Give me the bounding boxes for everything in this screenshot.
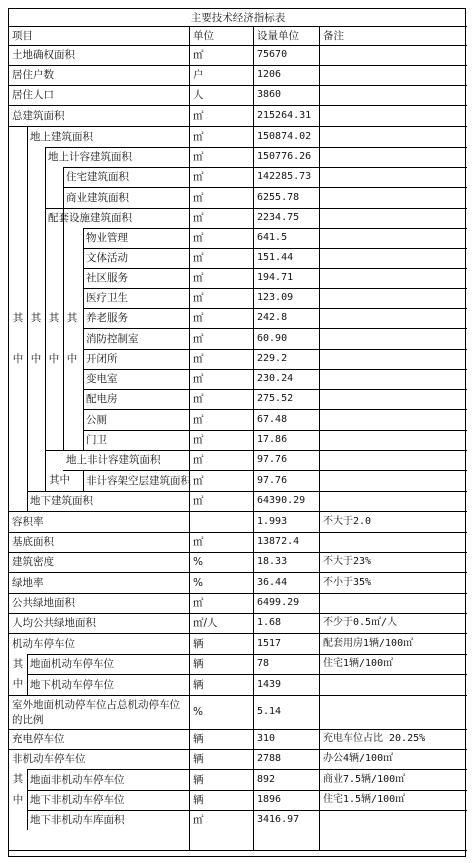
row-value: 229.2	[257, 353, 288, 364]
row-value: 1206	[257, 69, 282, 80]
row-unit: ㎡	[193, 151, 204, 163]
row-label: 物业管理	[86, 232, 128, 244]
row-unit: 户	[193, 69, 204, 81]
row-label: 消防控制室	[86, 332, 139, 345]
row-unit: ㎡	[193, 109, 204, 122]
row-label: 地下机动车停车位	[30, 678, 114, 691]
row-value: 194.71	[257, 272, 294, 283]
row-label: 医疗卫生	[86, 292, 128, 304]
row-value: 123.09	[257, 292, 294, 303]
row-unit: ㎡	[193, 332, 204, 345]
row-note: 充电车位占比 20.25%	[323, 733, 426, 744]
row-unit: ㎡	[193, 373, 204, 385]
row-value: 641.5	[257, 232, 288, 243]
group-qi-0: 其	[12, 312, 24, 324]
row-label: 绿地率	[12, 576, 44, 589]
group-zhong-0: 中	[12, 353, 24, 365]
row-value: 1.993	[257, 515, 288, 527]
row-value: 78	[257, 658, 270, 669]
row-label: 配电房	[86, 393, 118, 405]
indicator-table	[8, 8, 466, 857]
row-value: 17.86	[257, 434, 288, 445]
row-value: 13872.4	[257, 536, 300, 547]
row-unit: ㎡	[193, 597, 204, 609]
row-value: 5.14	[257, 706, 282, 717]
row-value: 2788	[257, 753, 282, 764]
row-unit: 辆	[193, 637, 204, 650]
row-note: 住宅1辆/100㎡	[323, 658, 394, 669]
group-zhong-parking: 中	[12, 678, 24, 690]
row-value: 60.90	[257, 332, 288, 344]
row-unit: 辆	[193, 753, 204, 765]
row-unit: ㎡	[193, 49, 204, 61]
row-note: 不少于0.5㎡/人	[323, 617, 398, 628]
row-unit: %	[193, 706, 203, 718]
row-label: 居住人口	[12, 89, 54, 101]
row-unit: ㎡	[193, 474, 204, 487]
row-label: 充电停车位	[12, 733, 65, 745]
row-label: 地下建筑面积	[30, 495, 93, 507]
row-label: 配套设施建筑面积	[48, 212, 132, 224]
group-qi-parking: 其	[12, 658, 24, 670]
row-label: 室外地面机动停车位占总机动停车位	[12, 699, 180, 711]
row-value: 892	[257, 773, 276, 785]
row-value: 151.44	[257, 252, 294, 263]
row-value: 6255.78	[257, 191, 300, 203]
row-unit: %	[193, 556, 203, 568]
row-value: 142285.73	[257, 171, 312, 182]
row-value: 230.24	[257, 373, 294, 384]
row-value: 1.68	[257, 617, 282, 628]
row-value: 36.44	[257, 576, 288, 588]
row-label: 地上非计容建筑面积	[66, 454, 161, 466]
row-label: 居住户数	[12, 69, 54, 81]
row-label: 机动车停车位	[12, 637, 75, 650]
row-value: 150776.26	[257, 151, 312, 162]
group-zhong-nonmotor: 中	[12, 794, 24, 806]
row-label: 文体活动	[86, 252, 128, 264]
row-label: 住宅建筑面积	[66, 171, 129, 183]
group-qi-3: 其	[66, 312, 78, 324]
row-value: 1439	[257, 678, 282, 690]
row-label: 公共绿地面积	[12, 597, 75, 609]
row-value: 242.8	[257, 312, 288, 323]
row-unit: %	[193, 576, 203, 589]
header-unit: 单位	[193, 30, 214, 42]
row-label: 土地确权面积	[12, 49, 75, 61]
row-value: 310	[257, 733, 276, 744]
row-label: 容积率	[12, 515, 44, 528]
row-note: 住宅1.5辆/100㎡	[323, 794, 406, 805]
row-value: 97.76	[257, 454, 288, 465]
row-note: 不大于23%	[323, 556, 372, 567]
row-value: 97.76	[257, 474, 288, 486]
group-label-small: 其中	[49, 474, 70, 486]
row-unit: ㎡	[193, 353, 204, 365]
row-label: 地上建筑面积	[30, 130, 93, 143]
row-unit: ㎡	[193, 434, 204, 446]
table-title: 主要技术经济指标表	[190, 12, 286, 24]
row-unit: 辆	[193, 658, 204, 670]
group-qi-nonmotor: 其	[12, 773, 24, 785]
row-label: 非计容架空层建筑面积	[86, 474, 191, 487]
row-unit: 人	[193, 89, 204, 101]
row-unit: 辆	[193, 678, 204, 691]
row-unit: ㎡	[193, 252, 204, 264]
row-label: 门卫	[86, 434, 107, 446]
row-unit: 辆	[193, 773, 204, 786]
row-unit: ㎡	[193, 312, 204, 324]
row-label: 总建筑面积	[12, 109, 65, 122]
row-unit: ㎡	[193, 292, 204, 304]
row-value: 18.33	[257, 556, 288, 567]
row-value: 3416.97	[257, 814, 300, 825]
row-value: 1896	[257, 794, 282, 805]
group-zhong-3: 中	[66, 353, 78, 365]
row-unit: ㎡	[193, 191, 204, 204]
row-value: 2234.75	[257, 212, 300, 223]
row-label: 地上计容建筑面积	[48, 151, 132, 163]
header-value: 设量单位	[257, 30, 299, 42]
row-label: 基底面积	[12, 536, 54, 548]
group-zhong-1: 中	[30, 353, 42, 365]
row-unit: ㎡	[193, 232, 204, 244]
row-value: 75670	[257, 49, 288, 60]
row-unit: ㎡/人	[193, 617, 218, 629]
row-label: 变电室	[86, 373, 118, 385]
group-zhong-2: 中	[48, 353, 60, 365]
row-label: 地下非机动车库面积	[30, 814, 125, 826]
row-unit: ㎡	[193, 212, 204, 224]
row-value: 3860	[257, 89, 282, 100]
row-label: 地面机动车停车位	[30, 658, 114, 670]
row-unit: 辆	[193, 794, 204, 806]
row-label: 公厕	[86, 413, 107, 426]
group-qi-1: 其	[30, 312, 42, 324]
row-note: 配套用房1辆/100㎡	[323, 637, 414, 649]
row-label: 建筑密度	[12, 556, 54, 568]
row-unit: ㎡	[193, 814, 204, 826]
row-label: 的比例	[12, 714, 44, 726]
row-note: 办公4辆/100㎡	[323, 753, 394, 764]
row-note: 商业7.5辆/100㎡	[323, 773, 406, 785]
row-value: 67.48	[257, 413, 288, 425]
header-item: 项目	[12, 30, 33, 42]
row-value: 150874.02	[257, 130, 312, 142]
row-label: 养老服务	[86, 312, 128, 324]
row-unit: ㎡	[193, 536, 204, 548]
row-unit: ㎡	[193, 393, 204, 405]
row-value: 64390.29	[257, 495, 306, 506]
group-qi-2: 其	[48, 312, 60, 324]
row-value: 215264.31	[257, 109, 312, 121]
row-note: 不大于2.0	[323, 515, 372, 527]
row-value: 1517	[257, 637, 282, 649]
row-unit: ㎡	[193, 495, 204, 507]
row-unit: ㎡	[193, 272, 204, 284]
row-unit: 辆	[193, 733, 204, 745]
row-label: 地下非机动车停车位	[30, 794, 125, 806]
row-label: 人均公共绿地面积	[12, 617, 96, 629]
row-label: 开闭所	[86, 353, 118, 365]
row-unit: ㎡	[193, 454, 204, 466]
row-unit: ㎡	[193, 171, 204, 183]
header-note: 备注	[323, 30, 344, 42]
row-label: 商业建筑面积	[66, 191, 129, 204]
row-unit: ㎡	[193, 130, 204, 143]
row-label: 非机动车停车位	[12, 753, 86, 765]
row-unit: ㎡	[193, 413, 204, 426]
row-label: 社区服务	[86, 272, 128, 284]
row-note: 不小于35%	[323, 576, 372, 588]
row-value: 275.52	[257, 393, 294, 404]
row-label: 地面非机动车停车位	[30, 773, 125, 786]
row-value: 6499.29	[257, 597, 300, 608]
